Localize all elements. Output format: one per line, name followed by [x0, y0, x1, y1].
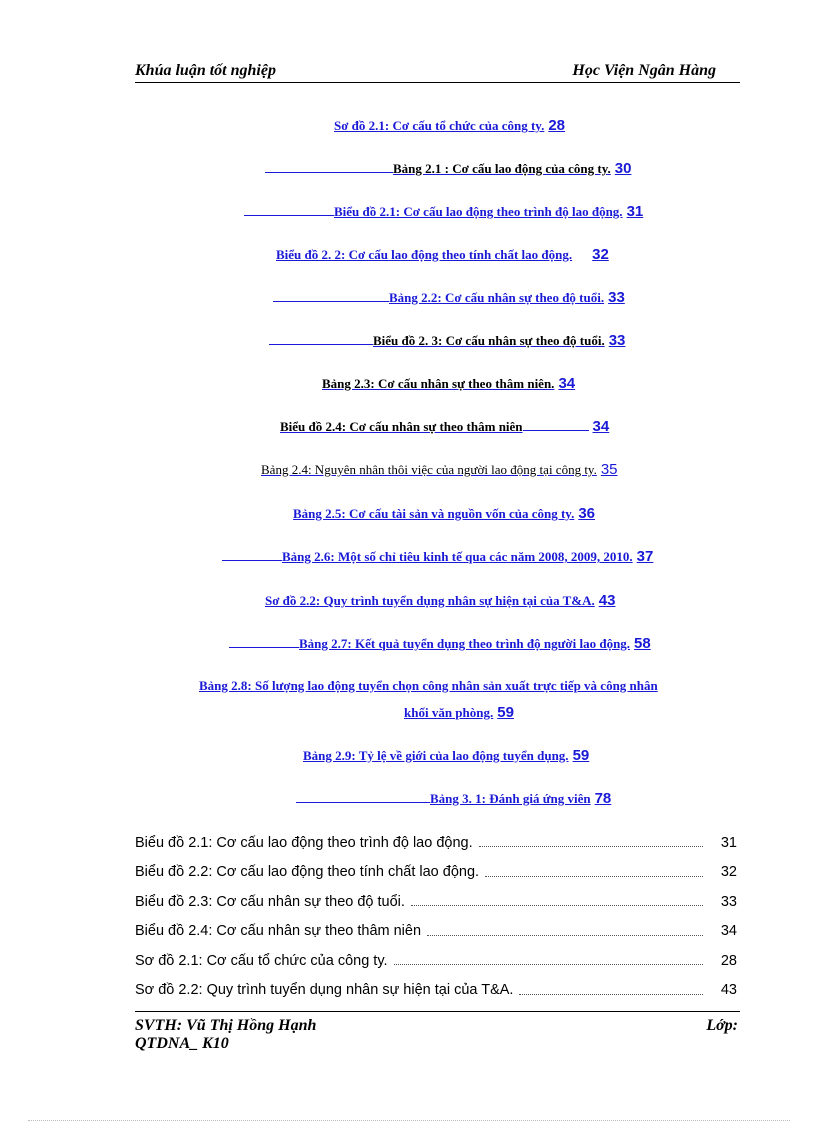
toc-link-bieu-do-2-2[interactable]: Biểu đồ 2. 2: Cơ cấu lao động theo tính chất lao động. 32: [276, 246, 609, 263]
footer-student: SVTH: Vũ Thị Hồng Hạnh: [135, 1017, 317, 1034]
header-right-title: Học Viện Ngân Hàng: [572, 62, 716, 79]
dot-leader: [427, 925, 703, 936]
toc-link-bang-2-8[interactable]: Bảng 2.8: Số lượng lao động tuyển chọn công nhân sản xuất trực tiếp và công nhân: [199, 678, 658, 693]
list-item[interactable]: Biểu đồ 2.4: Cơ cấu nhân sự theo thâm niên 34: [135, 923, 737, 940]
dot-leader: [479, 836, 703, 847]
page-header: [135, 58, 740, 83]
toc-link-bang-2-2[interactable]: Bảng 2.2: Cơ cấu nhân sự theo độ tuổi. 33: [273, 289, 625, 306]
toc-link-bang-2-4[interactable]: Bảng 2.4: Nguyên nhân thôi việc của người lao động tại công ty. 35: [261, 461, 618, 478]
toc-link-bang-3-1[interactable]: Bảng 3. 1: Đánh giá ứng viên 78: [296, 790, 611, 807]
toc-link-so-do-2-2[interactable]: Sơ đồ 2.2: Quy trình tuyển dụng nhân sự hiện tại của T&A. 43: [265, 592, 616, 609]
footer-class-label: Lớp:: [706, 1017, 738, 1034]
header-left-title: Khúa luận tốt nghiệp: [135, 62, 276, 79]
toc-link-bang-2-7[interactable]: Bảng 2.7: Kết quả tuyển dụng theo trình độ người lao động. 58: [229, 635, 651, 652]
toc-link-bieu-do-2-3[interactable]: Biểu đồ 2. 3: Cơ cấu nhân sự theo độ tuổi. 33: [269, 332, 625, 349]
toc-link-bang-2-1[interactable]: Bảng 2.1 : Cơ cấu lao động của công ty. 30: [265, 160, 631, 177]
dot-leader: [411, 895, 703, 906]
toc-link-bieu-do-2-1[interactable]: Biểu đồ 2.1: Cơ cấu lao động theo trình độ lao động. 31: [244, 203, 643, 220]
dot-leader: [485, 866, 703, 877]
toc-link-bang-2-8-cont[interactable]: khối văn phòng. 59: [404, 704, 514, 721]
list-item[interactable]: Sơ đồ 2.1: Cơ cấu tổ chức của công ty. 28: [135, 952, 737, 969]
table-of-figures: [135, 828, 740, 1005]
list-item[interactable]: Biểu đồ 2.1: Cơ cấu lao động theo trình độ lao động. 31: [135, 834, 737, 851]
page-footer: [135, 1011, 740, 1052]
toc-link-bang-2-5[interactable]: Bảng 2.5: Cơ cấu tài sản và nguồn vốn của công ty. 36: [293, 505, 596, 522]
toc-link-bang-2-3[interactable]: Bảng 2.3: Cơ cấu nhân sự theo thâm niên. 34: [322, 375, 576, 392]
toc-link-bang-2-9[interactable]: Bảng 2.9: Tỷ lệ về giới của lao động tuyển dụng. 59: [303, 747, 590, 764]
toc-link-bang-2-6[interactable]: Bảng 2.6: Một số chỉ tiêu kinh tế qua các năm 2008, 2009, 2010. 37: [222, 548, 653, 565]
dot-leader: [519, 984, 703, 995]
toc-link-so-do-2-1[interactable]: Sơ đồ 2.1: Cơ cấu tổ chức của công ty. 28: [334, 117, 566, 134]
footer-class: QTDNA_ K10: [135, 1035, 229, 1052]
list-item[interactable]: Biểu đồ 2.2: Cơ cấu lao động theo tính chất lao động. 32: [135, 864, 737, 881]
dot-leader: [394, 954, 703, 965]
list-item[interactable]: Sơ đồ 2.2: Quy trình tuyển dụng nhân sự hiện tại của T&A. 43: [135, 982, 737, 999]
toc-link-bieu-do-2-4[interactable]: Biểu đồ 2.4: Cơ cấu nhân sự theo thâm niên 34: [280, 418, 610, 435]
list-item[interactable]: Biểu đồ 2.3: Cơ cấu nhân sự theo độ tuổi. 33: [135, 893, 737, 910]
page-bottom-divider: [28, 1120, 790, 1121]
